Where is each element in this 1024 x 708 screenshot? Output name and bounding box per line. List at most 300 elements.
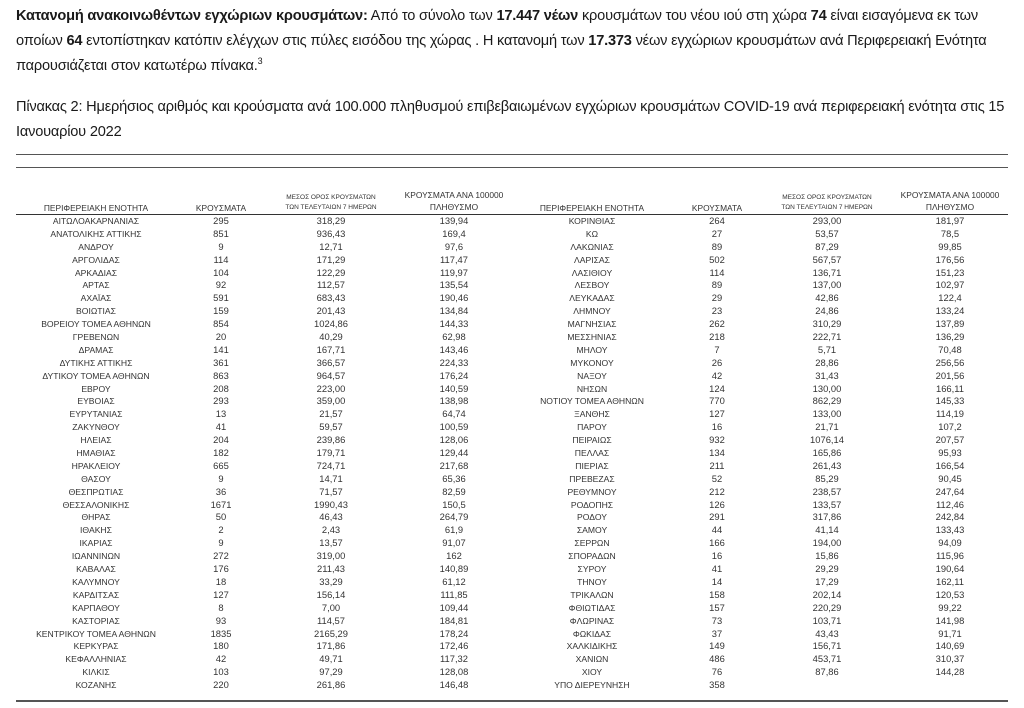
cell-region: ΡΟΔΟΠΗΣ bbox=[570, 499, 614, 510]
cell-region: ΚΟΖΑΝΗΣ bbox=[75, 680, 117, 691]
cell-avg-7d: 1076,14 bbox=[810, 434, 844, 446]
cell-avg-7d: 222,71 bbox=[812, 331, 842, 343]
table-row bbox=[16, 305, 512, 318]
cell-avg-7d: 71,57 bbox=[319, 485, 343, 497]
cell-cases: 851 bbox=[213, 227, 229, 239]
cell-avg-7d: 171,29 bbox=[316, 253, 346, 265]
cell-region: ΛΕΣΒΟΥ bbox=[574, 280, 610, 291]
cell-avg-7d: 453,71 bbox=[812, 653, 842, 665]
cell-cases: 23 bbox=[711, 305, 723, 317]
table-row bbox=[16, 331, 512, 344]
cell-avg-7d: 7,00 bbox=[321, 601, 341, 613]
cell-per-100k: 115,96 bbox=[936, 550, 964, 562]
cell-region: ΜΕΣΣΗΝΙΑΣ bbox=[567, 332, 617, 343]
cell-region: ΓΡΕΒΕΝΩΝ bbox=[72, 332, 120, 343]
cell-cases: 166 bbox=[709, 537, 725, 549]
table-row bbox=[512, 550, 1008, 563]
header-per-line2: ΠΛΗΘΥΣΜΟ bbox=[429, 202, 479, 212]
cell-region: ΔΥΤΙΚΗΣ ΑΤΤΙΚΗΣ bbox=[59, 357, 133, 368]
cell-cases: 26 bbox=[711, 356, 723, 368]
cell-per-100k: 140,89 bbox=[439, 563, 469, 575]
cell-per-100k: 137,89 bbox=[935, 318, 965, 330]
cell-cases: 41 bbox=[215, 421, 227, 433]
cell-region: ΚΕΦΑΛΛΗΝΙΑΣ bbox=[65, 654, 127, 665]
cell-avg-7d: 1990,43 bbox=[314, 498, 348, 510]
cell-cases: 27 bbox=[711, 227, 723, 239]
intro-text: εντοπίστηκαν κατόπιν ελέγχων στις πύλες εισόδου της χώρας . Η κατανομή των bbox=[82, 33, 589, 49]
cell-cases: 486 bbox=[709, 653, 725, 665]
table-row bbox=[512, 679, 1008, 692]
cell-cases: 295 bbox=[213, 215, 229, 226]
cell-cases: 29 bbox=[711, 292, 723, 304]
cell-region: ΤΡΙΚΑΛΩΝ bbox=[570, 589, 614, 600]
cell-region: ΡΕΘΥΜΝΟΥ bbox=[567, 486, 617, 497]
cell-region: ΚΕΝΤΡΙΚΟΥ ΤΟΜΕΑ ΑΘΗΝΩΝ bbox=[36, 628, 156, 639]
cell-avg-7d: 2,43 bbox=[321, 524, 341, 536]
cell-avg-7d: 179,71 bbox=[316, 447, 346, 459]
cell-avg-7d: 42,86 bbox=[815, 292, 839, 304]
cell-region: ΙΘΑΚΗΣ bbox=[80, 525, 112, 536]
cell-region: ΙΚΑΡΙΑΣ bbox=[79, 538, 113, 549]
cell-avg-7d: 366,57 bbox=[316, 356, 346, 368]
cell-region: ΚΟΡΙΝΘΙΑΣ bbox=[568, 216, 616, 226]
cell-per-100k: 162,11 bbox=[936, 575, 964, 587]
cell-per-100k: 78,5 bbox=[940, 227, 960, 239]
cell-region: ΚΩ bbox=[585, 228, 599, 239]
header-avg-7d bbox=[762, 193, 892, 213]
cell-cases: 13 bbox=[215, 408, 227, 420]
domestic-cases: 17.373 bbox=[588, 33, 632, 49]
cell-region: ΠΑΡΟΥ bbox=[577, 422, 607, 433]
cell-avg-7d: 41,14 bbox=[815, 524, 839, 536]
cell-cases: 73 bbox=[711, 614, 723, 626]
table-row bbox=[512, 331, 1008, 344]
intro-text: νέων εγχώριων κρουσμάτων ανά Περιφερειακή Ενότητα παρουσιάζεται στον κατωτέρω πίνακα. bbox=[16, 33, 987, 74]
cell-region: ΖΑΚΥΝΘΟΥ bbox=[72, 422, 120, 433]
imported-cases: 74 bbox=[810, 8, 827, 24]
cell-region: ΚΑΛΥΜΝΟΥ bbox=[72, 576, 120, 587]
cell-avg-7d: 112,57 bbox=[317, 279, 345, 291]
header-cases: ΚΡΟΥΣΜΑΤΑ bbox=[691, 203, 743, 213]
cell-avg-7d: 567,57 bbox=[812, 253, 842, 265]
table-row bbox=[16, 511, 512, 524]
cell-per-100k: 134,84 bbox=[439, 305, 469, 317]
header-region: ΠΕΡΙΦΕΡΕΙΑΚΗ ΕΝΟΤΗΤΑ bbox=[43, 203, 149, 213]
cell-avg-7d: 85,29 bbox=[815, 472, 839, 484]
cell-avg-7d: 862,29 bbox=[812, 395, 842, 407]
cell-avg-7d: 21,57 bbox=[319, 408, 343, 420]
cell-cases: 127 bbox=[709, 408, 725, 420]
cell-region: ΛΑΣΙΘΙΟΥ bbox=[571, 267, 613, 278]
cell-per-100k: 140,59 bbox=[439, 382, 469, 394]
cell-region: ΘΕΣΠΡΩΤΙΑΣ bbox=[68, 486, 124, 497]
cell-per-100k: 99,22 bbox=[938, 601, 962, 613]
table-body bbox=[512, 215, 1008, 692]
cell-region: ΑΙΤΩΛΟΑΚΑΡΝΑΝΙΑΣ bbox=[52, 216, 140, 226]
cell-region: ΘΑΣΟΥ bbox=[81, 473, 111, 484]
cell-per-100k: 166,54 bbox=[935, 459, 965, 471]
cell-region: ΛΗΜΝΟΥ bbox=[573, 306, 611, 317]
cell-region: ΘΕΣΣΑΛΟΝΙΚΗΣ bbox=[62, 499, 130, 510]
cell-cases: 134 bbox=[709, 447, 725, 459]
cell-avg-7d: 194,00 bbox=[812, 537, 842, 549]
cell-per-100k: 190,64 bbox=[935, 563, 965, 575]
cell-avg-7d bbox=[762, 679, 892, 692]
cell-per-100k: 133,24 bbox=[935, 305, 965, 317]
cell-avg-7d: 261,86 bbox=[316, 679, 346, 691]
table-row bbox=[512, 576, 1008, 589]
cell-region: ΚΑΡΔΙΤΣΑΣ bbox=[72, 589, 120, 600]
table-row bbox=[512, 666, 1008, 679]
cell-per-100k: 91,71 bbox=[938, 627, 962, 639]
cell-cases: 204 bbox=[213, 434, 229, 446]
table-row bbox=[16, 499, 512, 512]
cell-region: ΣΥΡΟΥ bbox=[577, 564, 607, 575]
cell-cases: 1835 bbox=[210, 627, 232, 639]
cell-per-100k: 224,33 bbox=[439, 356, 469, 368]
cell-avg-7d: 202,14 bbox=[812, 588, 842, 600]
table-row bbox=[512, 408, 1008, 421]
cell-avg-7d: 46,43 bbox=[319, 511, 343, 523]
cell-cases: 114 bbox=[213, 253, 229, 265]
intro-text: είναι εισαγόμενα εκ των οποίων bbox=[16, 8, 978, 49]
table-bottom-rule bbox=[16, 700, 1008, 702]
cell-per-100k: 217,68 bbox=[439, 459, 469, 471]
cell-per-100k: 129,44 bbox=[439, 447, 469, 459]
footnote-ref[interactable]: 3 bbox=[257, 56, 263, 67]
cell-cases: 211 bbox=[709, 459, 725, 471]
table-row bbox=[16, 421, 512, 434]
cell-cases: 220 bbox=[213, 679, 229, 691]
cell-region: ΦΘΙΩΤΙΔΑΣ bbox=[568, 602, 616, 613]
table-row bbox=[512, 267, 1008, 280]
cell-per-100k: 138,98 bbox=[439, 395, 469, 407]
cell-per-100k: 143,46 bbox=[439, 343, 469, 355]
table-row bbox=[16, 473, 512, 486]
cell-cases: 293 bbox=[213, 395, 229, 407]
cell-per-100k: 94,09 bbox=[938, 537, 962, 549]
cell-region: ΑΧΑΪΑΣ bbox=[80, 293, 112, 304]
cell-per-100k: 120,53 bbox=[935, 588, 965, 600]
cell-cases: 358 bbox=[709, 679, 725, 691]
cell-region: ΦΛΩΡΙΝΑΣ bbox=[569, 615, 615, 626]
cell-cases: 7 bbox=[714, 343, 720, 355]
cases-table-right bbox=[512, 178, 1008, 692]
header-per-100k bbox=[892, 189, 1008, 213]
cell-region: ΜΑΓΝΗΣΙΑΣ bbox=[567, 319, 617, 330]
cell-per-100k: 151,23 bbox=[935, 266, 965, 278]
cell-avg-7d: 239,86 bbox=[316, 434, 346, 446]
cell-per-100k: 242,84 bbox=[935, 511, 965, 523]
cell-avg-7d: 2165,29 bbox=[314, 627, 348, 639]
cell-cases: 159 bbox=[213, 305, 229, 317]
table-row bbox=[512, 357, 1008, 370]
cases-table-left bbox=[16, 178, 512, 692]
header-avg-line2: ΤΩΝ ΤΕΛΕΥΤΑΙΩΝ 7 ΗΜΕΡΩΝ bbox=[285, 204, 377, 211]
table-row bbox=[16, 279, 512, 292]
table-row bbox=[16, 395, 512, 408]
cell-per-100k: 97,6 bbox=[444, 240, 464, 252]
cell-avg-7d: 211,43 bbox=[317, 563, 345, 575]
table-row bbox=[512, 447, 1008, 460]
cell-per-100k: 207,57 bbox=[935, 434, 965, 446]
cell-per-100k: 95,93 bbox=[938, 447, 962, 459]
table-row bbox=[16, 408, 512, 421]
table-row bbox=[16, 589, 512, 602]
cell-region: ΛΕΥΚΑΔΑΣ bbox=[569, 293, 615, 304]
cell-cases: 262 bbox=[709, 318, 725, 330]
cell-cases: 16 bbox=[711, 421, 723, 433]
cell-avg-7d: 133,57 bbox=[812, 498, 842, 510]
cell-cases: 158 bbox=[709, 588, 725, 600]
table-row bbox=[16, 679, 512, 692]
cell-avg-7d: 43,43 bbox=[815, 627, 839, 639]
cell-avg-7d: 156,71 bbox=[812, 640, 842, 652]
header-per-line1: ΚΡΟΥΣΜΑΤΑ ΑΝΑ 100000 bbox=[900, 190, 1000, 200]
table-header bbox=[16, 178, 512, 215]
cell-cases: 18 bbox=[215, 575, 227, 587]
cell-region: ΔΡΑΜΑΣ bbox=[78, 344, 114, 355]
table-header bbox=[512, 178, 1008, 215]
cell-avg-7d: 683,43 bbox=[316, 292, 346, 304]
table-row bbox=[512, 421, 1008, 434]
cell-per-100k: 140,69 bbox=[935, 640, 965, 652]
cell-region: ΣΠΟΡΑΔΩΝ bbox=[568, 551, 616, 562]
cell-region: ΝΟΤΙΟΥ ΤΟΜΕΑ ΑΘΗΝΩΝ bbox=[540, 396, 644, 407]
cell-region: ΜΗΛΟΥ bbox=[576, 344, 608, 355]
cell-cases: 9 bbox=[218, 240, 224, 252]
cell-region: ΧΙΟΥ bbox=[581, 667, 603, 678]
cell-cases: 176 bbox=[213, 563, 229, 575]
cell-region: ΚΙΛΚΙΣ bbox=[82, 667, 110, 678]
cell-region: ΣΕΡΡΩΝ bbox=[574, 538, 610, 549]
header-avg-line1: ΜΕΣΟΣ ΟΡΟΣ ΚΡΟΥΣΜΑΤΩΝ bbox=[286, 194, 376, 201]
cell-avg-7d: 59,57 bbox=[319, 421, 343, 433]
cell-per-100k: 201,56 bbox=[935, 369, 965, 381]
cell-avg-7d: 87,29 bbox=[815, 240, 839, 252]
cell-region: ΞΑΝΘΗΣ bbox=[574, 409, 610, 420]
table-row bbox=[512, 215, 1008, 228]
cell-cases: 854 bbox=[213, 318, 229, 330]
cell-region: ΑΝΑΤΟΛΙΚΗΣ ΑΤΤΙΚΗΣ bbox=[50, 228, 142, 239]
cell-region: ΡΟΔΟΥ bbox=[577, 512, 607, 523]
table-row bbox=[16, 666, 512, 679]
cell-cases: 9 bbox=[218, 537, 224, 549]
cell-region: ΒΟΙΩΤΙΑΣ bbox=[76, 306, 116, 317]
cell-per-100k: 169,4 bbox=[442, 227, 466, 239]
table-row bbox=[512, 524, 1008, 537]
cell-cases: 180 bbox=[213, 640, 229, 652]
intro-text: κρουσμάτων του νέου ιού στη χώρα bbox=[578, 8, 811, 24]
table-row bbox=[16, 524, 512, 537]
cell-region: ΤΗΝΟΥ bbox=[577, 576, 607, 587]
header-per-line1: ΚΡΟΥΣΜΑΤΑ ΑΝΑ 100000 bbox=[404, 190, 504, 200]
cell-per-100k: 102,97 bbox=[935, 279, 965, 291]
cell-per-100k: 65,36 bbox=[442, 472, 466, 484]
cell-cases: 149 bbox=[709, 640, 725, 652]
cell-avg-7d: 319,00 bbox=[316, 550, 346, 562]
table-row bbox=[512, 511, 1008, 524]
table-row bbox=[512, 589, 1008, 602]
cell-cases: 182 bbox=[213, 447, 229, 459]
cell-cases: 20 bbox=[215, 331, 227, 343]
cell-per-100k: 117,32 bbox=[440, 653, 468, 665]
cell-cases: 1671 bbox=[210, 498, 232, 510]
cell-cases: 127 bbox=[213, 588, 229, 600]
cell-per-100k: 64,74 bbox=[442, 408, 466, 420]
table-row bbox=[16, 447, 512, 460]
table-row bbox=[16, 370, 512, 383]
cell-per-100k: 166,11 bbox=[936, 382, 964, 394]
table-row bbox=[16, 460, 512, 473]
table-row bbox=[512, 370, 1008, 383]
cell-region: ΠΕΙΡΑΙΩΣ bbox=[572, 435, 612, 446]
cell-per-100k: 100,59 bbox=[439, 421, 469, 433]
table-row bbox=[512, 640, 1008, 653]
cell-cases: 212 bbox=[709, 485, 725, 497]
cell-region: ΠΙΕΡΙΑΣ bbox=[575, 460, 609, 471]
cell-region: ΑΡΓΟΛΙΔΑΣ bbox=[72, 254, 120, 265]
cell-avg-7d: 14,71 bbox=[319, 472, 343, 484]
cell-avg-7d: 5,71 bbox=[817, 343, 837, 355]
table-row bbox=[512, 395, 1008, 408]
cell-region: ΧΑΛΚΙΔΙΚΗΣ bbox=[566, 641, 618, 652]
cell-per-100k: 117,47 bbox=[440, 253, 468, 265]
cell-region: ΚΑΡΠΑΘΟΥ bbox=[72, 602, 120, 613]
cell-region: ΣΑΜΟΥ bbox=[576, 525, 608, 536]
cell-per-100k: 176,56 bbox=[935, 253, 965, 265]
cell-cases: 89 bbox=[711, 279, 723, 291]
table-row bbox=[16, 486, 512, 499]
table-row bbox=[512, 460, 1008, 473]
cell-cases: 37 bbox=[711, 627, 723, 639]
cell-cases: 264 bbox=[709, 215, 725, 226]
cell-region: ΕΥΡΥΤΑΝΙΑΣ bbox=[69, 409, 123, 420]
header-avg-line1: ΜΕΣΟΣ ΟΡΟΣ ΚΡΟΥΣΜΑΤΩΝ bbox=[782, 194, 872, 201]
cell-avg-7d: 15,86 bbox=[815, 550, 839, 562]
cell-region: ΝΗΣΩΝ bbox=[576, 383, 608, 394]
cell-avg-7d: 13,57 bbox=[319, 537, 343, 549]
cell-avg-7d: 261,43 bbox=[812, 459, 842, 471]
cell-avg-7d: 40,29 bbox=[319, 331, 343, 343]
cell-cases: 502 bbox=[709, 253, 725, 265]
divider bbox=[16, 154, 1008, 155]
cell-per-100k: 135,54 bbox=[439, 279, 469, 291]
header-region: ΠΕΡΙΦΕΡΕΙΑΚΗ ΕΝΟΤΗΤΑ bbox=[539, 203, 645, 213]
cell-avg-7d: 87,86 bbox=[815, 666, 839, 678]
cell-region: ΗΛΕΙΑΣ bbox=[80, 435, 112, 446]
cell-avg-7d: 220,29 bbox=[812, 601, 842, 613]
cell-avg-7d: 33,29 bbox=[319, 575, 343, 587]
cell-per-100k: 62,98 bbox=[442, 331, 466, 343]
cell-cases: 141 bbox=[213, 343, 229, 355]
cell-per-100k: 190,46 bbox=[439, 292, 469, 304]
table-row bbox=[16, 615, 512, 628]
cell-per-100k: 139,94 bbox=[439, 215, 469, 226]
cell-cases: 42 bbox=[711, 369, 723, 381]
cell-avg-7d: 28,86 bbox=[815, 356, 839, 368]
cell-avg-7d: 167,71 bbox=[316, 343, 346, 355]
table-row bbox=[512, 241, 1008, 254]
cell-avg-7d: 156,14 bbox=[316, 588, 346, 600]
table-row bbox=[512, 537, 1008, 550]
header-avg-line2: ΤΩΝ ΤΕΛΕΥΤΑΙΩΝ 7 ΗΜΕΡΩΝ bbox=[781, 204, 873, 211]
cell-per-100k: 90,45 bbox=[938, 472, 962, 484]
cell-per-100k: 176,24 bbox=[439, 369, 469, 381]
cell-cases: 50 bbox=[215, 511, 227, 523]
table-row bbox=[16, 640, 512, 653]
cell-avg-7d: 223,00 bbox=[316, 382, 346, 394]
cell-per-100k: 133,43 bbox=[935, 524, 965, 536]
cell-avg-7d: 293,00 bbox=[812, 215, 842, 226]
table-caption: Πίνακας 2: Ημερήσιος αριθμός και κρούσματα ανά 100.000 πληθυσμού επιβεβαιωμένων εγχώριων κρουσμάτων COVID-19 ανά περιφερειακή ενότητα στις 15 Ιανουαρίου 2022 bbox=[16, 99, 1005, 140]
cell-avg-7d: 31,43 bbox=[815, 369, 839, 381]
cell-cases: 218 bbox=[709, 331, 725, 343]
cell-cases: 126 bbox=[709, 498, 725, 510]
cell-avg-7d: 318,29 bbox=[316, 215, 346, 226]
cell-avg-7d: 53,57 bbox=[815, 227, 839, 239]
cell-avg-7d: 724,71 bbox=[316, 459, 346, 471]
cell-cases: 124 bbox=[709, 382, 725, 394]
cell-region: ΦΩΚΙΔΑΣ bbox=[572, 628, 612, 639]
cell-region: ΧΑΝΙΩΝ bbox=[575, 654, 609, 665]
cell-avg-7d: 136,71 bbox=[812, 266, 842, 278]
cell-avg-7d: 359,00 bbox=[316, 395, 346, 407]
cell-per-100k: 114,19 bbox=[936, 408, 964, 420]
table-row bbox=[512, 383, 1008, 396]
cell-per-100k: 141,98 bbox=[935, 614, 965, 626]
table-row bbox=[512, 563, 1008, 576]
cell-per-100k: 145,33 bbox=[935, 395, 965, 407]
cell-cases: 361 bbox=[213, 356, 229, 368]
cell-avg-7d: 317,86 bbox=[812, 511, 842, 523]
header-avg-7d bbox=[266, 193, 396, 213]
cell-per-100k: 91,07 bbox=[442, 537, 466, 549]
table-row bbox=[16, 357, 512, 370]
cell-cases: 665 bbox=[213, 459, 229, 471]
table-row bbox=[16, 215, 512, 228]
table-row bbox=[512, 292, 1008, 305]
cell-per-100k: 256,56 bbox=[935, 356, 965, 368]
cell-cases: 9 bbox=[218, 472, 224, 484]
cell-cases: 104 bbox=[213, 266, 229, 278]
table-row bbox=[512, 499, 1008, 512]
table-row bbox=[512, 615, 1008, 628]
cell-per-100k: 128,08 bbox=[439, 666, 469, 678]
cell-per-100k: 184,81 bbox=[439, 614, 469, 626]
cell-avg-7d: 310,29 bbox=[812, 318, 842, 330]
cell-avg-7d: 114,57 bbox=[317, 614, 345, 626]
cell-per-100k: 264,79 bbox=[439, 511, 469, 523]
cell-cases: 14 bbox=[711, 575, 723, 587]
cell-per-100k: 61,9 bbox=[444, 524, 464, 536]
cell-region: ΥΠΟ ΔΙΕΡΕΥΝΗΣΗ bbox=[554, 680, 630, 691]
cell-avg-7d: 97,29 bbox=[319, 666, 343, 678]
cell-per-100k: 112,46 bbox=[936, 498, 964, 510]
cell-avg-7d: 238,57 bbox=[812, 485, 842, 497]
cell-avg-7d: 165,86 bbox=[812, 447, 842, 459]
intro-paragraph bbox=[16, 4, 1010, 79]
table-row bbox=[16, 550, 512, 563]
divider bbox=[16, 167, 1008, 168]
cell-per-100k: 107,2 bbox=[938, 421, 962, 433]
table-row bbox=[512, 344, 1008, 357]
intro-lead: Κατανομή ανακοινωθέντων εγχώριων κρουσμάτων: bbox=[16, 8, 368, 24]
table-row bbox=[16, 241, 512, 254]
cell-cases: 114 bbox=[709, 266, 725, 278]
table-row bbox=[512, 486, 1008, 499]
cell-region: ΗΜΑΘΙΑΣ bbox=[76, 448, 116, 459]
